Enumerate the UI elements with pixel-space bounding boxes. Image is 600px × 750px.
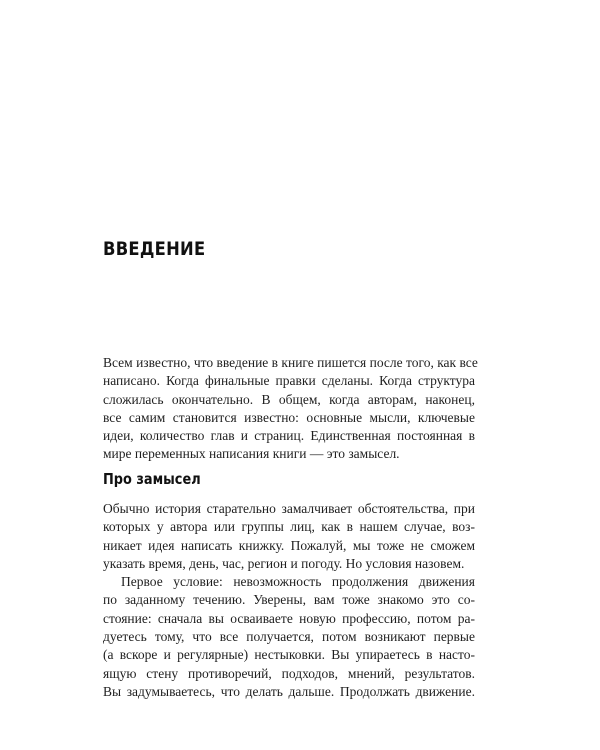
text-line: указать время, день, час, регион и погоду. Но условия назовем. (103, 555, 465, 571)
text-line: Первое условие: невозможность продолжения движения (121, 574, 475, 590)
intro-paragraph (103, 354, 478, 464)
text-line: Вы задумываетесь, что делать дальше. Продолжать движение. (103, 683, 475, 699)
text-line: написано. Когда финальные правки сделаны. Когда структура (103, 373, 475, 389)
text-line: стояние: сначала вы осваиваете новую профессию, потом ра- (103, 610, 475, 626)
text-line: сложилась окончательно. В общем, когда авторам, наконец, (103, 391, 475, 407)
text-line: дуетесь тому, что все получается, потом возникают первые (103, 629, 475, 645)
chapter-title: ВВЕДЕНИЕ (103, 238, 206, 260)
text-line: никает идея написать книжку. Пожалуй, мы тоже не сможем (103, 537, 475, 553)
text-line: которых у автора или группы лиц, как в нашем случае, воз- (103, 519, 475, 535)
text-line: по заданному течению. Уверены, вам тоже знакомо это со- (103, 592, 475, 608)
text-line: (а вскоре и регулярные) нестыковки. Вы упираетесь в насто- (103, 647, 475, 663)
text-line: мире переменных написания книги — это замысел. (103, 446, 400, 462)
text-line: идеи, количество глав и страниц. Единственная постоянная в (103, 428, 475, 444)
text-line: Обычно история старательно замалчивает обстоятельства, при (103, 501, 475, 516)
section-heading: Про замысел (103, 470, 201, 488)
text-line: ящую стену противоречий, подходов, мнений, результатов. (103, 665, 475, 681)
text-line: все самим становится известно: основные мысли, ключевые (103, 409, 475, 425)
text-line: Всем известно, что введение в книге пишется после того, как все (103, 355, 478, 370)
section-body (103, 500, 475, 701)
